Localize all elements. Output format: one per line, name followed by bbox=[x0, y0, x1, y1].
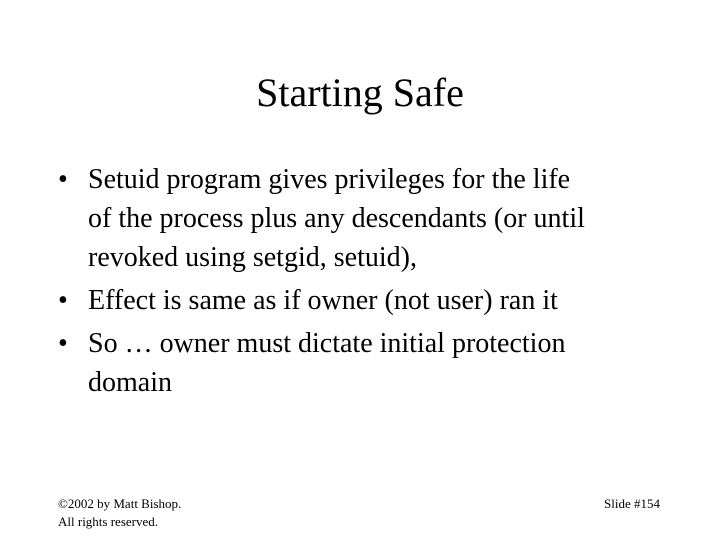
copyright-line: ©2002 by Matt Bishop. bbox=[58, 496, 182, 511]
slide-title: Starting Safe bbox=[256, 70, 464, 115]
bullet-item bbox=[58, 281, 678, 320]
bullet-text-line: Setuid program gives privileges for the life bbox=[88, 164, 571, 195]
bullet-text-line: So … owner must dictate initial protection bbox=[88, 328, 566, 359]
bullet-marker: • bbox=[58, 285, 68, 316]
copyright-notice bbox=[58, 495, 181, 531]
bullet-marker: • bbox=[58, 328, 68, 359]
bullet-marker: • bbox=[58, 164, 68, 195]
bullet-list bbox=[58, 160, 678, 406]
bullet-text-line: Effect is same as if owner (not user) ran it bbox=[88, 285, 558, 316]
bullet-text-line: domain bbox=[88, 367, 172, 398]
bullet-item bbox=[58, 160, 678, 277]
slide-number: Slide #154 bbox=[604, 496, 660, 511]
bullet-item bbox=[58, 324, 678, 402]
bullet-text-line: revoked using setgid, setuid), bbox=[88, 242, 417, 273]
bullet-text-line: of the process plus any descendants (or until bbox=[88, 203, 585, 234]
rights-line: All rights reserved. bbox=[58, 514, 159, 529]
